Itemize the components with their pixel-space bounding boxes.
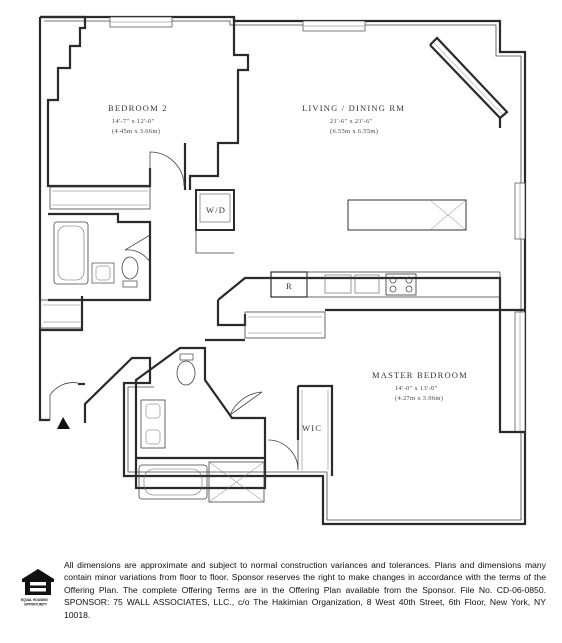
equal-housing-logo: [19, 567, 57, 607]
master-dims-metric: (4.27m x 3.96m): [395, 395, 444, 402]
fridge-label: R: [286, 281, 293, 291]
bedroom2-dims-metric: (4.45m x 3.66m): [112, 128, 161, 135]
bedroom2-dims: 14'-7" x 12'-0": [112, 118, 155, 125]
living-name: LIVING / DINING RM: [302, 103, 406, 113]
vanity-master: [141, 400, 165, 448]
bathtub-2: [54, 222, 88, 284]
living-dims: 21'-6" x 21'-6": [330, 118, 373, 125]
entry-door: [50, 383, 78, 420]
master-dims: 14'-0" x 13'-0": [395, 385, 438, 392]
master-name: MASTER BEDROOM: [372, 370, 468, 380]
toilet-2: [122, 257, 138, 279]
door-bath2: [125, 235, 150, 262]
living-dims-metric: (6.55m x 6.55m): [330, 128, 379, 135]
exterior-wall: [40, 17, 525, 524]
bedroom2-right-wall: [185, 17, 248, 190]
bedroom2-wall: [40, 17, 150, 186]
exterior-wall-inner: [44, 21, 521, 520]
hall-wall: [218, 300, 245, 325]
door-master: [230, 392, 262, 415]
bay-window: [430, 38, 507, 128]
closet-lower-left: [40, 300, 82, 328]
hall-closet: [245, 312, 325, 338]
wd-label: W/D: [206, 205, 227, 215]
eho-caption-1: EQUAL HOUSING: [21, 598, 48, 602]
toilet-master: [177, 361, 195, 385]
disclaimer-text: All dimensions are approximate and subject to normal construction variances and tolerances. Plans and dimensions many contain minor variations from floor to floor. Sponsor reserves the right to make changes in accordance with the terms of the Offering Plan. The complete Offering Terms are in the Offering Plan available from the Sponsor. File No. CD-06-0850. SPONSOR: 75 WALL ASSOCIATES, LLC., c/o The Hakimian Organization, 8 West 40th Street, 6th Floor, New York, NY 10018.: [64, 560, 546, 620]
closet-bedroom2: [50, 187, 150, 209]
bedroom2-name: BEDROOM 2: [108, 103, 168, 113]
entry-arrow: [57, 417, 70, 429]
eho-caption-2: OPPORTUNITY: [24, 602, 48, 607]
wic-label: WIC: [302, 423, 323, 433]
door-wic: [268, 440, 298, 470]
door-bedroom2: [150, 152, 184, 186]
